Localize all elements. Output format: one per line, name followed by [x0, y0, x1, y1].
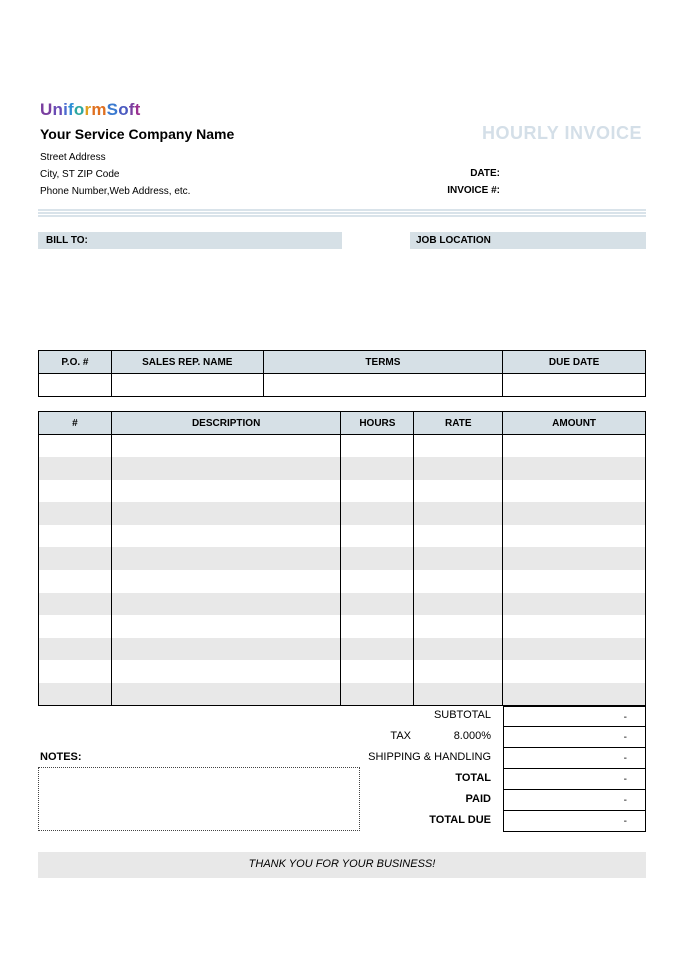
hours-cell[interactable]: [341, 660, 414, 683]
description-cell[interactable]: [111, 570, 341, 593]
hours-cell[interactable]: [341, 570, 414, 593]
logo-letter: o: [73, 100, 85, 119]
item-row: [39, 547, 646, 570]
thank-you-message: THANK YOU FOR YOUR BUSINESS!: [38, 852, 646, 878]
rate-cell[interactable]: [414, 435, 503, 458]
amount-cell[interactable]: [503, 435, 646, 458]
description-cell[interactable]: [111, 638, 341, 661]
hours-cell[interactable]: [341, 502, 414, 525]
notes-label: NOTES:: [40, 751, 82, 763]
terms-header: TERMS: [263, 351, 503, 374]
hours-cell[interactable]: [341, 480, 414, 503]
description-cell[interactable]: [111, 660, 341, 683]
amount-cell[interactable]: [503, 615, 646, 638]
hours-header: HOURS: [341, 412, 414, 435]
total-due-value: -: [503, 811, 646, 832]
logo-letter: i: [63, 100, 69, 119]
terms-cell[interactable]: [263, 374, 503, 397]
company-contact: Phone Number,Web Address, etc.: [40, 186, 191, 197]
item-number-cell[interactable]: [39, 570, 112, 593]
amount-cell[interactable]: [503, 502, 646, 525]
logo-letter: U: [40, 100, 53, 119]
po-row: [39, 374, 646, 397]
bill-to-header: BILL TO:: [38, 232, 342, 249]
po-number-cell[interactable]: [39, 374, 112, 397]
item-number-header: #: [39, 412, 112, 435]
item-number-cell[interactable]: [39, 638, 112, 661]
logo-letter: f: [68, 100, 74, 119]
invoice-number-label: INVOICE #:: [447, 185, 500, 196]
company-logo: [40, 100, 141, 120]
description-cell[interactable]: [111, 683, 341, 706]
description-cell[interactable]: [111, 525, 341, 548]
rate-cell[interactable]: [414, 638, 503, 661]
rate-cell[interactable]: [414, 457, 503, 480]
amount-cell[interactable]: [503, 480, 646, 503]
item-row: [39, 593, 646, 616]
subtotal-label: SUBTOTAL: [433, 709, 491, 721]
logo-letter: m: [91, 100, 107, 119]
notes-box[interactable]: [38, 767, 360, 831]
sales-rep-header: SALES REP. NAME: [111, 351, 263, 374]
logo-letter: o: [118, 100, 129, 119]
tax-label: TAX: [390, 730, 411, 742]
rate-header: RATE: [414, 412, 503, 435]
hours-cell[interactable]: [341, 435, 414, 458]
description-cell[interactable]: [111, 435, 341, 458]
company-name: Your Service Company Name: [40, 126, 235, 142]
po-number-header: P.O. #: [39, 351, 112, 374]
total-value: -: [503, 769, 646, 790]
item-number-cell[interactable]: [39, 457, 112, 480]
rate-cell[interactable]: [414, 502, 503, 525]
item-row: [39, 683, 646, 706]
subtotal-value: -: [503, 706, 646, 727]
hours-cell[interactable]: [341, 638, 414, 661]
paid-value[interactable]: -: [503, 790, 646, 811]
item-number-cell[interactable]: [39, 525, 112, 548]
po-table: [38, 350, 646, 397]
rate-cell[interactable]: [414, 683, 503, 706]
description-cell[interactable]: [111, 502, 341, 525]
rate-cell[interactable]: [414, 615, 503, 638]
item-row: [39, 638, 646, 661]
tax-value: -: [503, 727, 646, 748]
amount-cell[interactable]: [503, 660, 646, 683]
item-row: [39, 525, 646, 548]
item-number-cell[interactable]: [39, 502, 112, 525]
logo-letter: f: [128, 100, 135, 119]
logo-letter: n: [52, 100, 64, 119]
item-number-cell[interactable]: [39, 547, 112, 570]
rate-cell[interactable]: [414, 525, 503, 548]
items-body: [39, 435, 646, 706]
rate-cell[interactable]: [414, 570, 503, 593]
amount-header: AMOUNT: [503, 412, 646, 435]
hours-cell[interactable]: [341, 525, 414, 548]
company-city: City, ST ZIP Code: [40, 169, 120, 180]
total-label: TOTAL: [455, 772, 491, 784]
hours-cell[interactable]: [341, 593, 414, 616]
company-street: Street Address: [40, 152, 106, 163]
tax-rate[interactable]: 8.000%: [453, 730, 491, 742]
logo-letter: r: [84, 100, 92, 119]
due-date-header: DUE DATE: [503, 351, 646, 374]
hours-cell[interactable]: [341, 683, 414, 706]
description-cell[interactable]: [111, 547, 341, 570]
rate-cell[interactable]: [414, 547, 503, 570]
item-number-cell[interactable]: [39, 593, 112, 616]
amount-cell[interactable]: [503, 547, 646, 570]
hours-cell[interactable]: [341, 457, 414, 480]
shipping-label: SHIPPING & HANDLING: [368, 751, 491, 763]
amount-cell[interactable]: [503, 683, 646, 706]
description-cell[interactable]: [111, 593, 341, 616]
invoice-title: HOURLY INVOICE: [481, 123, 642, 143]
rate-cell[interactable]: [414, 593, 503, 616]
description-cell[interactable]: [111, 457, 341, 480]
amount-cell[interactable]: [503, 593, 646, 616]
item-row: [39, 615, 646, 638]
item-row: [39, 570, 646, 593]
item-row: [39, 480, 646, 503]
item-number-cell[interactable]: [39, 480, 112, 503]
amount-cell[interactable]: [503, 525, 646, 548]
total-due-label: TOTAL DUE: [429, 814, 491, 826]
item-number-cell[interactable]: [39, 683, 112, 706]
item-number-cell[interactable]: [39, 435, 112, 458]
logo-letter: t: [134, 100, 141, 119]
item-row: [39, 457, 646, 480]
hours-cell[interactable]: [341, 547, 414, 570]
rate-cell[interactable]: [414, 660, 503, 683]
logo-letter: S: [106, 100, 119, 119]
header-divider: [38, 209, 646, 217]
amount-cell[interactable]: [503, 638, 646, 661]
item-row: [39, 660, 646, 683]
due-date-cell[interactable]: [503, 374, 646, 397]
job-location-header: JOB LOCATION: [410, 232, 646, 249]
item-number-cell[interactable]: [39, 660, 112, 683]
amount-cell[interactable]: [503, 457, 646, 480]
shipping-value[interactable]: -: [503, 748, 646, 769]
paid-label: PAID: [465, 793, 491, 805]
item-row: [39, 502, 646, 525]
items-table: [38, 411, 646, 706]
rate-cell[interactable]: [414, 480, 503, 503]
item-number-cell[interactable]: [39, 615, 112, 638]
sales-rep-cell[interactable]: [111, 374, 263, 397]
description-cell[interactable]: [111, 480, 341, 503]
amount-cell[interactable]: [503, 570, 646, 593]
hours-cell[interactable]: [341, 615, 414, 638]
item-row: [39, 435, 646, 458]
description-header: DESCRIPTION: [111, 412, 341, 435]
description-cell[interactable]: [111, 615, 341, 638]
date-label: DATE:: [470, 168, 500, 179]
